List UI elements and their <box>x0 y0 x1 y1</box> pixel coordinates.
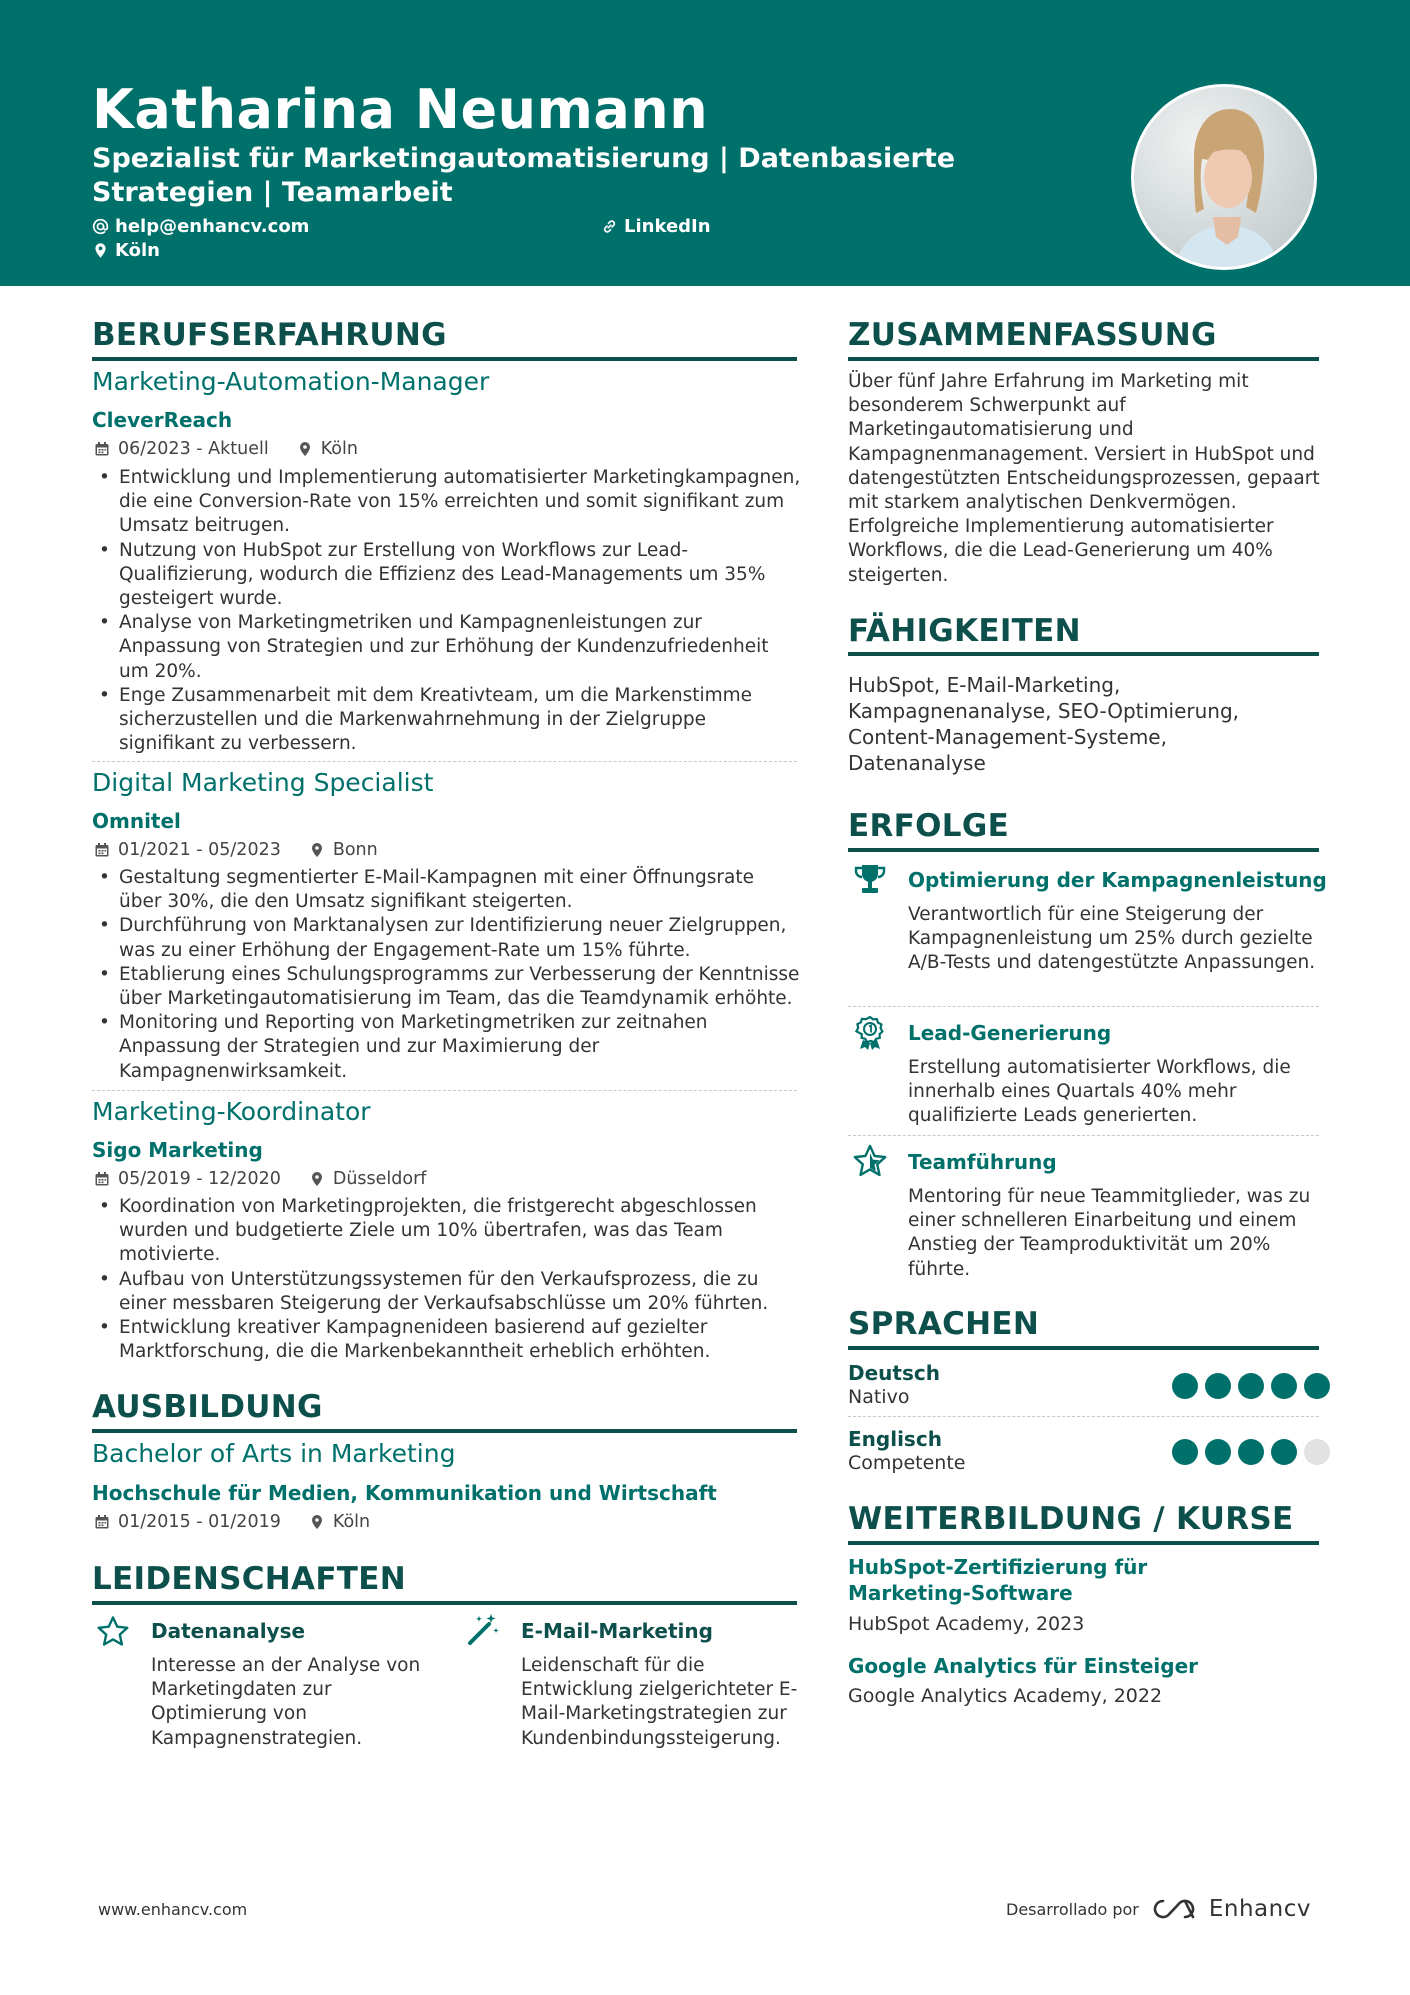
job-dates: 01/2021 - 05/2023 <box>118 840 281 860</box>
section-title-skills: FÄHIGKEITEN <box>848 613 1081 649</box>
award-badge-icon <box>852 1015 888 1051</box>
skills-text: HubSpot, E-Mail-Marketing, Kampagnenanalyse, SEO-Optimierung, Content-Management-Systeme, Datenanalyse <box>848 673 1240 775</box>
location-pin-icon <box>297 441 313 457</box>
language-rating <box>1172 1439 1330 1465</box>
achievement-text: Mentoring für neue Teammitglieder, was zu einer schnelleren Einarbeitung und einem Anstieg der Teamproduktivität um 20% führte. <box>908 1186 1311 1280</box>
passion-text: Interesse an der Analyse von Marketingdaten zur Optimierung von Kampagnenstrategien. <box>151 1655 421 1749</box>
company-name: CleverReach <box>92 408 233 432</box>
job-meta <box>94 840 378 860</box>
job-bullets <box>92 1195 802 1364</box>
achievement-text: Verantwortlich für eine Steigerung der Kampagnenleistung um 25% durch gezielte A/B-Tests und datengestützte Anpassungen. <box>908 904 1316 974</box>
calendar-icon <box>94 441 110 457</box>
section-divider <box>92 357 797 361</box>
location-pin-icon <box>309 1514 325 1530</box>
section-divider <box>848 652 1319 656</box>
entry-divider <box>848 1135 1319 1136</box>
job-location: Köln <box>320 439 358 459</box>
entry-divider <box>92 1090 797 1091</box>
passion-title: E-Mail-Marketing <box>521 1619 713 1643</box>
job-bullet: • Monitoring und Reporting von Marketingmetriken zur zeitnahen Anpassung der Strategien und zur Maximierung der Kampagnenwirksamkeit. <box>92 1011 802 1084</box>
section-title-education: AUSBILDUNG <box>92 1389 323 1425</box>
job-title: Marketing-Koordinator <box>92 1097 371 1126</box>
section-divider <box>848 357 1319 361</box>
footer-url[interactable]: www.enhancv.com <box>98 1900 248 1919</box>
job-bullet: • Enge Zusammenarbeit mit dem Kreativteam, um die Markenstimme sicherzustellen und die Markenwahrnehmung in der Zielgruppe signifikant zu verbessern. <box>92 684 802 757</box>
section-divider <box>92 1429 797 1433</box>
education-location: Köln <box>332 1512 371 1532</box>
degree-title: Bachelor of Arts in Marketing <box>92 1439 456 1468</box>
job-bullet: • Gestaltung segmentierter E-Mail-Kampagnen mit einer Öffnungsrate über 30%, die den Umsatz signifikant steigerten. <box>92 866 802 914</box>
section-title-languages: SPRACHEN <box>848 1306 1040 1342</box>
rating-dot <box>1304 1439 1330 1465</box>
headline: Spezialist für Marketingautomatisierung | Datenbasierte Strategien | Teamarbeit <box>92 143 956 208</box>
entry-divider <box>848 1416 1319 1417</box>
rating-dot <box>1271 1373 1297 1399</box>
trophy-icon <box>852 862 888 898</box>
section-divider <box>848 1346 1319 1350</box>
language-level: Competente <box>848 1452 966 1474</box>
at-icon <box>92 218 109 235</box>
star-badge-icon <box>852 1144 888 1180</box>
language-rating <box>1172 1373 1330 1399</box>
language-name: Deutsch <box>848 1361 940 1385</box>
job-bullet: • Durchführung von Marktanalysen zur Identifizierung neuer Zielgruppen, was zu einer Erhöhung der Engagement-Rate um 15% führte. <box>92 914 802 962</box>
magic-wand-icon <box>465 1612 501 1648</box>
company-name: Omnitel <box>92 809 181 833</box>
calendar-icon <box>94 1514 110 1530</box>
star-icon <box>95 1614 131 1650</box>
section-divider <box>848 848 1319 852</box>
job-bullets <box>92 466 802 756</box>
achievement-text: Erstellung automatisierter Workflows, die innerhalb eines Quartals 40% mehr qualifizierte Leads generierten. <box>908 1057 1291 1127</box>
entry-divider <box>848 1006 1319 1007</box>
education-meta <box>94 1512 370 1532</box>
section-title-achievements: ERFOLGE <box>848 808 1010 844</box>
location-pin-icon <box>309 842 325 858</box>
job-location: Bonn <box>332 840 378 860</box>
job-bullet: • Nutzung von HubSpot zur Erstellung von Workflows zur Lead-Qualifizierung, wodurch die Effizienz des Lead-Managements um 35% gesteigert wurde. <box>92 539 802 612</box>
job-title: Digital Marketing Specialist <box>92 768 434 797</box>
job-location: Düsseldorf <box>332 1169 427 1189</box>
job-bullet: • Etablierung eines Schulungsprogramms zur Verbesserung der Kenntnisse über Marketingautomatisierung im Team, das die Teamdynamik erhöhte. <box>92 963 802 1011</box>
email-contact[interactable] <box>92 216 309 237</box>
school-name: Hochschule für Medien, Kommunikation und Wirtschaft <box>92 1481 717 1505</box>
calendar-icon <box>94 842 110 858</box>
section-title-passions: LEIDENSCHAFTEN <box>92 1561 406 1597</box>
rating-dot <box>1172 1373 1198 1399</box>
profile-photo <box>1131 84 1317 270</box>
job-dates: 05/2019 - 12/2020 <box>118 1169 281 1189</box>
rating-dot <box>1205 1373 1231 1399</box>
course-title: Google Analytics für Einsteiger <box>848 1654 1198 1678</box>
summary-text: Über fünf Jahre Erfahrung im Marketing mit besonderem Schwerpunkt auf Marketingautomatisierung und Kampagnenmanagement. Versiert in HubSpot und datengestützten Entscheidungsprozessen, gepaart mit starkem analytischen Denkvermögen. Erfolgreiche Implementierung automatisierter Workflows, die die Lead-Generierung um 40% steigerten. <box>848 371 1320 586</box>
location-text: Köln <box>115 240 160 261</box>
footer-brand[interactable] <box>1006 1896 1311 1922</box>
job-bullets <box>92 866 802 1084</box>
section-title-summary: ZUSAMMENFASSUNG <box>848 317 1217 353</box>
link-icon <box>601 218 618 235</box>
rating-dot <box>1271 1439 1297 1465</box>
job-bullet: • Koordination von Marketingprojekten, die fristgerecht abgeschlossen wurden und budgetierte Ziele um 10% übertrafen, was das Team motivierte. <box>92 1195 802 1268</box>
passion-title: Datenanalyse <box>151 1619 306 1643</box>
rating-dot <box>1205 1439 1231 1465</box>
candidate-name: Katharina Neumann <box>92 78 709 141</box>
job-dates: 06/2023 - Aktuell <box>118 439 269 459</box>
job-bullet: • Analyse von Marketingmetriken und Kampagnenleistungen zur Anpassung von Strategien und zur Erhöhung der Kundenzufriedenheit um 20%. <box>92 611 802 684</box>
job-bullet: • Entwicklung und Implementierung automatisierter Marketingkampagnen, die eine Conversion-Rate von 15% erreichten und somit signifikant zum Umsatz beitrugen. <box>92 466 802 539</box>
location-pin-icon <box>309 1171 325 1187</box>
company-name: Sigo Marketing <box>92 1138 263 1162</box>
section-divider <box>848 1541 1319 1545</box>
rating-dot <box>1238 1439 1264 1465</box>
calendar-icon <box>94 1171 110 1187</box>
course-provider: Google Analytics Academy, 2022 <box>848 1685 1163 1707</box>
section-title-courses: WEITERBILDUNG / KURSE <box>848 1501 1294 1537</box>
linkedin-contact[interactable] <box>601 216 711 237</box>
course-provider: HubSpot Academy, 2023 <box>848 1613 1085 1635</box>
achievement-title: Teamführung <box>908 1150 1057 1174</box>
job-meta <box>94 439 358 459</box>
job-meta <box>94 1169 426 1189</box>
language-level: Nativo <box>848 1386 910 1408</box>
course-title: HubSpot-Zertifizierung für Marketing-Software <box>848 1555 1148 1605</box>
rating-dot <box>1172 1439 1198 1465</box>
linkedin-text: LinkedIn <box>624 216 711 237</box>
achievement-title: Lead-Generierung <box>908 1021 1112 1045</box>
language-name: Englisch <box>848 1427 942 1451</box>
section-divider <box>92 1601 797 1605</box>
powered-by-text: Desarrollado por <box>1006 1899 1139 1919</box>
achievement-title: Optimierung der Kampagnenleistung <box>908 868 1327 892</box>
rating-dot <box>1304 1373 1330 1399</box>
job-title: Marketing-Automation-Manager <box>92 367 490 396</box>
job-bullet: • Entwicklung kreativer Kampagnenideen basierend auf gezielter Marktforschung, die die Markenbekanntheit erheblich erhöhten. <box>92 1316 802 1364</box>
location-pin-icon <box>92 242 109 259</box>
enhancv-logo-icon <box>1151 1897 1197 1921</box>
education-dates: 01/2015 - 01/2019 <box>118 1512 281 1532</box>
email-text: help@enhancv.com <box>115 216 310 237</box>
portrait-illustration <box>1134 87 1317 270</box>
location-contact <box>92 240 160 261</box>
rating-dot <box>1238 1373 1264 1399</box>
section-title-experience: BERUFSERFAHRUNG <box>92 317 447 353</box>
passion-text: Leidenschaft für die Entwicklung zielgerichteter E-Mail-Marketingstrategien zur Kundenbindungssteigerung. <box>521 1655 798 1749</box>
entry-divider <box>92 761 797 762</box>
job-bullet: • Aufbau von Unterstützungssystemen für den Verkaufsprozess, die zu einer messbaren Steigerung der Verkaufsabschlüsse um 20% führten. <box>92 1268 802 1316</box>
brand-name: Enhancv <box>1208 1896 1311 1922</box>
